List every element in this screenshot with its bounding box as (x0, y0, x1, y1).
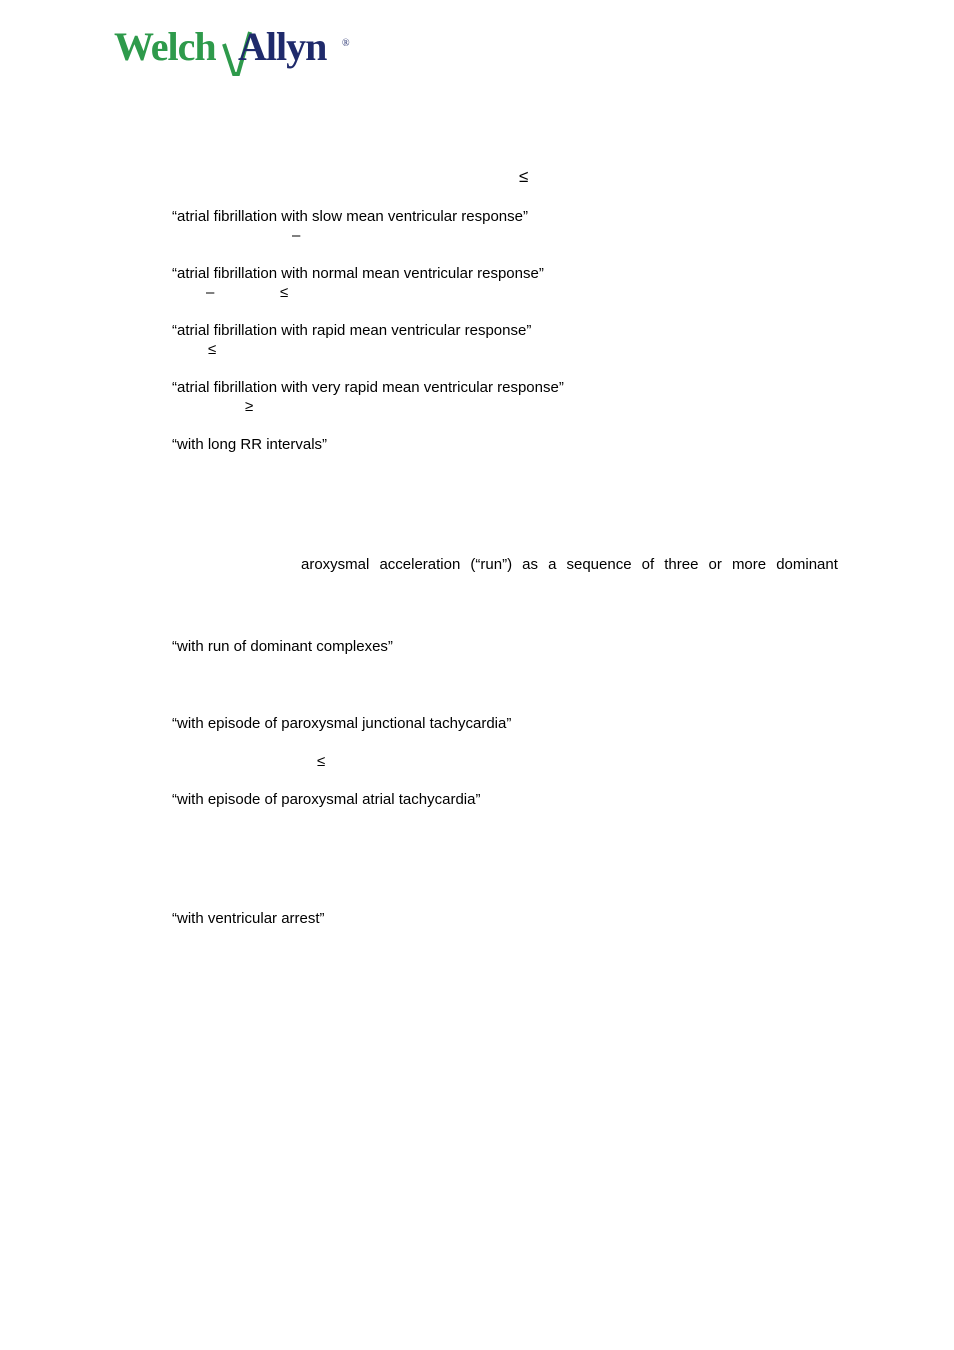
welch-allyn-logo (114, 24, 354, 80)
le-symbol: ≤ (280, 284, 289, 301)
af-very-rapid-statement: “atrial fibrillation with very rapid mean ventricular response” (172, 379, 564, 396)
svg-text:Allyn: Allyn (238, 24, 327, 69)
dash-symbol: – (206, 284, 215, 301)
le-symbol: ≤ (519, 167, 529, 186)
dash-symbol: – (292, 227, 301, 244)
ventricular-arrest-statement: “with ventricular arrest” (172, 910, 325, 927)
junctional-tachycardia-statement: “with episode of paroxysmal junctional tachycardia” (172, 715, 512, 732)
ge-symbol: ≥ (245, 398, 254, 415)
af-normal-statement: “atrial fibrillation with normal mean ventricular response” (172, 265, 544, 282)
af-slow-statement: “atrial fibrillation with slow mean ventricular response” (172, 208, 528, 225)
paroxysmal-definition-line: aroxysmal acceleration (“run”) as a sequence of three or more dominant (301, 556, 838, 573)
le-symbol: ≤ (317, 753, 326, 770)
af-rapid-statement: “atrial fibrillation with rapid mean ventricular response” (172, 322, 532, 339)
le-symbol: ≤ (208, 341, 217, 358)
atrial-tachycardia-statement: “with episode of paroxysmal atrial tachycardia” (172, 791, 481, 808)
run-dominant-statement: “with run of dominant complexes” (172, 638, 393, 655)
long-rr-statement: “with long RR intervals” (172, 436, 328, 453)
svg-text:®: ® (342, 38, 350, 49)
svg-text:Welch: Welch (114, 24, 216, 69)
